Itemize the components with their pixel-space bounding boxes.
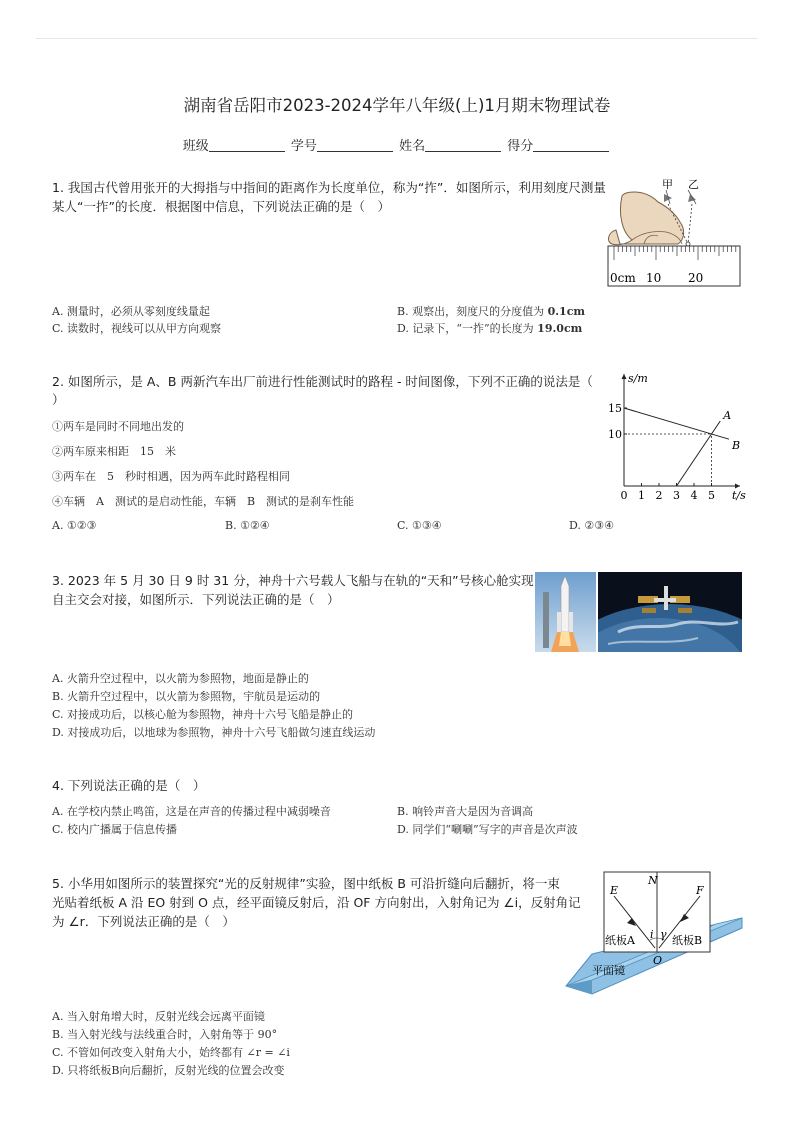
q5-option-d[interactable]: D. 只将纸板B向后翻折，反射光线的位置会改变 xyxy=(52,1064,285,1077)
ruler-tick-10: 10 xyxy=(646,271,662,285)
q5-reflection-figure xyxy=(562,868,746,998)
page-title: 湖南省岳阳市2023-2024学年八年级(上)1月期末物理试卷 xyxy=(183,96,611,115)
q1-option-c[interactable]: C. 读数时，视线可以从甲方向观察 xyxy=(52,322,222,335)
q1-ruler-figure xyxy=(604,174,744,288)
q5-stem-line3: 为 ∠r．下列说法正确的是（ ） xyxy=(52,914,235,929)
field-score-blank[interactable] xyxy=(533,139,609,152)
q2-statement-2: ②两车原来相距 15 米 xyxy=(52,445,176,458)
x-tick-label: 3 xyxy=(673,489,680,502)
q5-label-i: i xyxy=(650,928,654,941)
q1-label-jia: 甲 xyxy=(662,178,673,191)
field-class-blank[interactable] xyxy=(209,139,285,152)
series-line-A xyxy=(677,421,721,486)
field-id-blank[interactable] xyxy=(317,139,393,152)
q2-st-chart xyxy=(598,364,746,502)
field-name-label: 姓名 xyxy=(399,139,426,154)
q1-stem-line1: 1. 我国古代曾用张开的大拇指与中指间的距离作为长度单位，称为“拃”．如图所示，利用刻度尺测量 xyxy=(52,180,606,195)
ruler-tick-0: 0cm xyxy=(610,271,636,285)
eye-yi-icon xyxy=(688,190,696,204)
q4-option-c[interactable]: C. 校内广播属于信息传播 xyxy=(52,823,178,836)
q5-label-F: F xyxy=(696,884,704,897)
q3-stem-line1: 3. 2023 年 5 月 30 日 9 时 31 分，神舟十六号载人飞船与在轨的“天和”号核心舱实现 xyxy=(52,573,534,588)
series-line-B xyxy=(624,408,732,439)
q4-option-b[interactable]: B. 响铃声音大是因为音调高 xyxy=(397,805,534,818)
q3-option-b[interactable]: B. 火箭升空过程中，以火箭为参照物，宇航员是运动的 xyxy=(52,690,321,703)
y-axis-label: s/m xyxy=(628,372,648,385)
q1-label-yi: 乙 xyxy=(688,178,699,191)
q2-stem-line2: ） xyxy=(52,392,65,407)
q3-option-c[interactable]: C. 对接成功后，以核心舱为参照物，神舟十六号飞船是静止的 xyxy=(52,708,354,721)
y-tick-label: 10 xyxy=(608,428,622,441)
q5-stem-line1: 5. 小华用如图所示的装置探究“光的反射规律”实验，图中纸板 B 可沿折缝向后翻折，将一束 xyxy=(52,876,560,891)
field-name-blank[interactable] xyxy=(425,139,501,152)
x-axis-arrow xyxy=(735,484,740,489)
q2-option-d[interactable]: D. ②③④ xyxy=(569,519,615,532)
q1-option-d-value: 19.0cm xyxy=(537,322,583,335)
x-tick-label: 5 xyxy=(708,489,715,502)
q3-option-d[interactable]: D. 对接成功后，以地球为参照物，神舟十六号飞船做匀速直线运动 xyxy=(52,726,376,739)
top-divider xyxy=(36,38,758,39)
series-label-A: A xyxy=(723,409,732,422)
q5-label-E: E xyxy=(610,884,619,897)
hand-shape xyxy=(609,192,684,245)
q2-statement-1: ①两车是同时不同地出发的 xyxy=(52,420,184,433)
q5-label-N: N xyxy=(648,874,658,887)
q1-option-b[interactable] xyxy=(397,303,585,319)
series-label-B: B xyxy=(732,439,741,453)
field-id-label: 学号 xyxy=(290,139,317,154)
q5-option-a[interactable]: A. 当入射角增大时，反射光线会远离平面镜 xyxy=(52,1010,265,1023)
q4-option-a[interactable]: A. 在学校内禁止鸣笛，这是在声音的传播过程中减弱噪音 xyxy=(52,805,331,818)
q2-statement-4: ④车辆 A 测试的是启动性能，车辆 B 测试的是刹车性能 xyxy=(52,495,355,508)
y-axis-arrow xyxy=(622,374,627,379)
ruler-tick-20: 20 xyxy=(688,271,704,285)
q2-stem-line1: 2. 如图所示，是 A、B 两新汽车出厂前进行性能测试时的路程 - 时间图像，下列不正确的说法是（ xyxy=(52,374,593,389)
q5-stem-line2: 光贴着纸板 A 沿 EO 射到 O 点，经平面镜反射后，沿 OF 方向射出，入射角记为 ∠i，反射角记 xyxy=(52,895,581,910)
q1-option-b-text: B. 观察出，刻度尺的分度值为 xyxy=(397,305,545,318)
q5-option-b[interactable]: B. 当入射光线与法线重合时，入射角等于 90° xyxy=(52,1028,278,1041)
field-class-label: 班级 xyxy=(182,139,209,154)
q1-option-a[interactable]: A. 测量时，必须从零刻度线量起 xyxy=(52,305,210,318)
q5-option-c[interactable]: C. 不管如何改变入射角大小，始终都有 ∠r = ∠i xyxy=(52,1046,290,1059)
q3-space-station-photo xyxy=(598,572,742,652)
eye-jia-icon xyxy=(664,190,672,204)
q2-option-a[interactable]: A. ①②③ xyxy=(52,519,97,532)
q5-label-board-a: 纸板A xyxy=(605,934,635,947)
x-axis-label: t/s xyxy=(732,489,746,502)
q3-stem-line2: 自主交会对接，如图所示．下列说法正确的是（ ） xyxy=(52,592,340,607)
x-tick-label: 1 xyxy=(638,489,645,502)
q4-option-d[interactable]: D. 同学们“唰唰”写字的声音是次声波 xyxy=(397,823,578,836)
q5-label-O: O xyxy=(653,954,663,967)
q2-statement-3: ③两车在 5 秒时相遇，因为两车此时路程相同 xyxy=(52,470,290,483)
x-tick-label: 0 xyxy=(620,489,628,502)
field-score-label: 得分 xyxy=(507,139,534,154)
student-info-line xyxy=(0,135,794,154)
q1-stem-line2: 某人“一拃”的长度．根据图中信息，下列说法正确的是（ ） xyxy=(52,199,390,214)
q3-rocket-photo xyxy=(535,572,596,652)
q2-option-b[interactable]: B. ①②④ xyxy=(225,519,270,532)
q5-label-board-b: 纸板B xyxy=(672,934,703,947)
q4-stem: 4. 下列说法正确的是（ ） xyxy=(52,778,206,793)
x-tick-label: 4 xyxy=(690,489,698,502)
q5-label-mirror: 平面镜 xyxy=(592,964,625,977)
q1-option-b-value: 0.1cm xyxy=(547,305,586,318)
q1-option-d-text: D. 记录下，“一拃”的长度为 xyxy=(397,322,534,335)
y-tick-label: 15 xyxy=(608,402,622,415)
q3-option-a[interactable]: A. 火箭升空过程中，以火箭为参照物，地面是静止的 xyxy=(52,672,309,685)
q2-option-c[interactable]: C. ①③④ xyxy=(397,519,442,532)
x-tick-label: 2 xyxy=(655,489,663,502)
q5-label-r: γ xyxy=(660,928,667,941)
q1-option-d[interactable] xyxy=(397,320,582,336)
